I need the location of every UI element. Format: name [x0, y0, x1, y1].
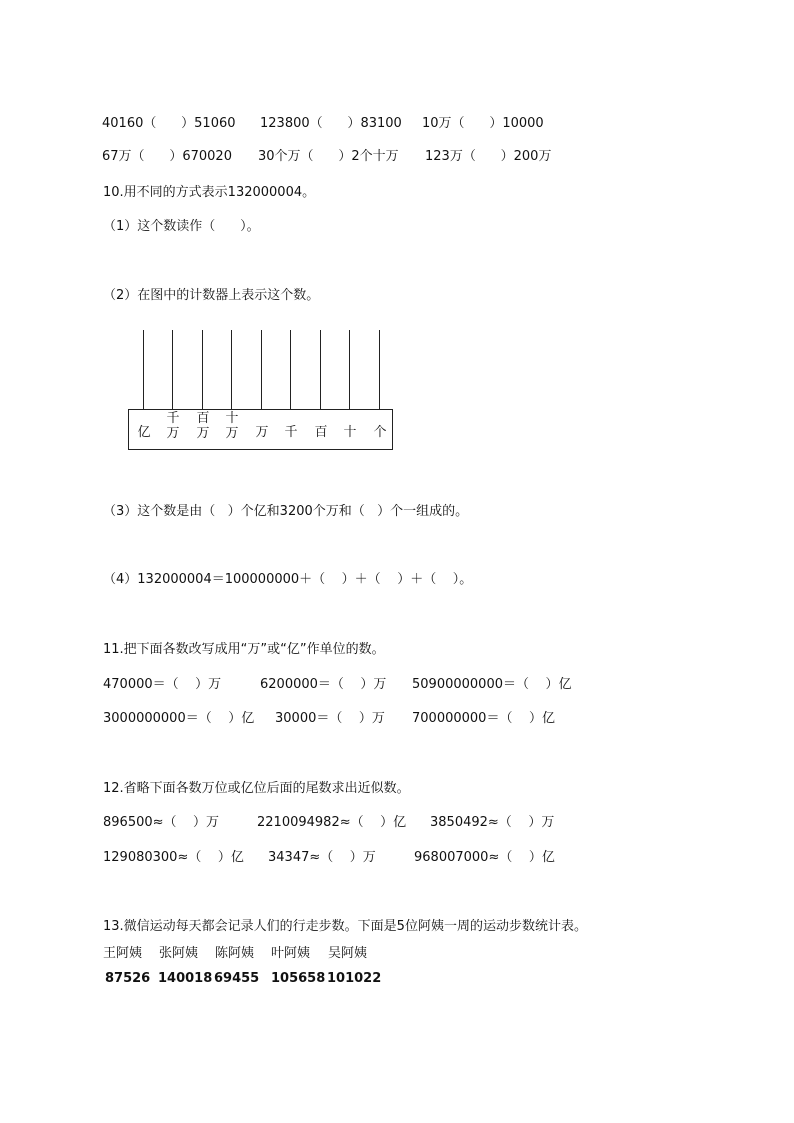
- conversion-item: 470000＝（ ）万: [103, 677, 222, 692]
- answer-blank[interactable]: （ ）: [300, 149, 352, 164]
- question-10-part1: （1）这个数读作（ ）。: [103, 219, 260, 234]
- answer-blank[interactable]: （ ）: [462, 149, 514, 164]
- conversion-item: 3000000000＝（ ）亿: [103, 711, 255, 726]
- abacus-rod[interactable]: [379, 330, 380, 410]
- question-11-title: 11.把下面各数改写成用“万”或“亿”作单位的数。: [103, 642, 385, 657]
- approximation-item: 34347≈（ ）万: [268, 850, 376, 865]
- compare-item: [102, 115, 236, 133]
- steps-cell: 69455: [214, 971, 260, 986]
- abacus-rod[interactable]: [231, 330, 232, 410]
- abacus-rod[interactable]: [320, 330, 321, 410]
- abacus-rod[interactable]: [261, 330, 262, 410]
- abacus-rod[interactable]: [349, 330, 350, 410]
- steps-cell: 140018: [158, 971, 213, 986]
- steps-cell: 105658: [271, 971, 326, 986]
- compare-left: 10万: [422, 116, 452, 131]
- approximation-item: 896500≈（ ）万: [103, 815, 220, 830]
- abacus-rod[interactable]: [143, 330, 144, 410]
- compare-item: [260, 115, 402, 133]
- approximation-item: 3850492≈（ ）万: [430, 815, 555, 830]
- compare-left: 40160: [102, 116, 144, 131]
- answer-blank[interactable]: （ ）: [143, 116, 195, 131]
- abacus-rod[interactable]: [290, 330, 291, 410]
- abacus-counter: [128, 330, 393, 452]
- question-10-part2: （2）在图中的计数器上表示这个数。: [103, 288, 320, 303]
- compare-right: 83100: [360, 116, 402, 131]
- compare-right: 200万: [513, 149, 552, 164]
- conversion-item: 6200000＝（ ）万: [260, 677, 387, 692]
- name-cell: 陈阿姨: [215, 946, 255, 961]
- steps-cell: 87526: [105, 971, 151, 986]
- compare-left: 67万: [102, 149, 132, 164]
- answer-blank[interactable]: （ ）: [309, 116, 361, 131]
- compare-item: [422, 115, 544, 133]
- abacus-rod[interactable]: [172, 330, 173, 410]
- compare-left: 123800: [260, 116, 310, 131]
- compare-item: [102, 148, 232, 166]
- question-10-part4: （4）132000004＝100000000＋（ ）＋（ ）＋（ ）。: [103, 572, 473, 587]
- steps-cell: 101022: [327, 971, 382, 986]
- abacus-base: 亿 千 万 百 万 十 万 万 千 百 十 个: [128, 409, 393, 450]
- name-cell: 张阿姨: [159, 946, 199, 961]
- compare-right: 51060: [194, 116, 236, 131]
- compare-right: 2个十万: [351, 149, 399, 164]
- conversion-item: 700000000＝（ ）亿: [412, 711, 555, 726]
- question-10-title: 10.用不同的方式表示132000004。: [103, 185, 316, 200]
- compare-right: 670020: [182, 149, 232, 164]
- question-13-title: 13.微信运动每天都会记录人们的行走步数。下面是5位阿姨一周的运动步数统计表。: [103, 919, 587, 934]
- compare-left: 123万: [425, 149, 463, 164]
- answer-blank[interactable]: （ ）: [131, 149, 183, 164]
- answer-blank[interactable]: （ ）: [451, 116, 503, 131]
- approximation-item: 2210094982≈（ ）亿: [257, 815, 407, 830]
- approximation-item: 129080300≈（ ）亿: [103, 850, 244, 865]
- conversion-item: 30000＝（ ）万: [275, 711, 385, 726]
- conversion-item: 50900000000＝（ ）亿: [412, 677, 572, 692]
- compare-left: 30个万: [258, 149, 301, 164]
- name-cell: 吴阿姨: [328, 946, 368, 961]
- name-cell: 王阿姨: [103, 946, 143, 961]
- approximation-item: 968007000≈（ ）亿: [414, 850, 555, 865]
- question-12-title: 12.省略下面各数万位或亿位后面的尾数求出近似数。: [103, 781, 410, 796]
- question-10-part3: （3）这个数是由（ ）个亿和3200个万和（ ）个一组成的。: [103, 504, 469, 519]
- name-cell: 叶阿姨: [271, 946, 311, 961]
- compare-right: 10000: [502, 116, 544, 131]
- abacus-rod[interactable]: [202, 330, 203, 410]
- compare-item: [425, 148, 551, 166]
- compare-item: [258, 148, 399, 166]
